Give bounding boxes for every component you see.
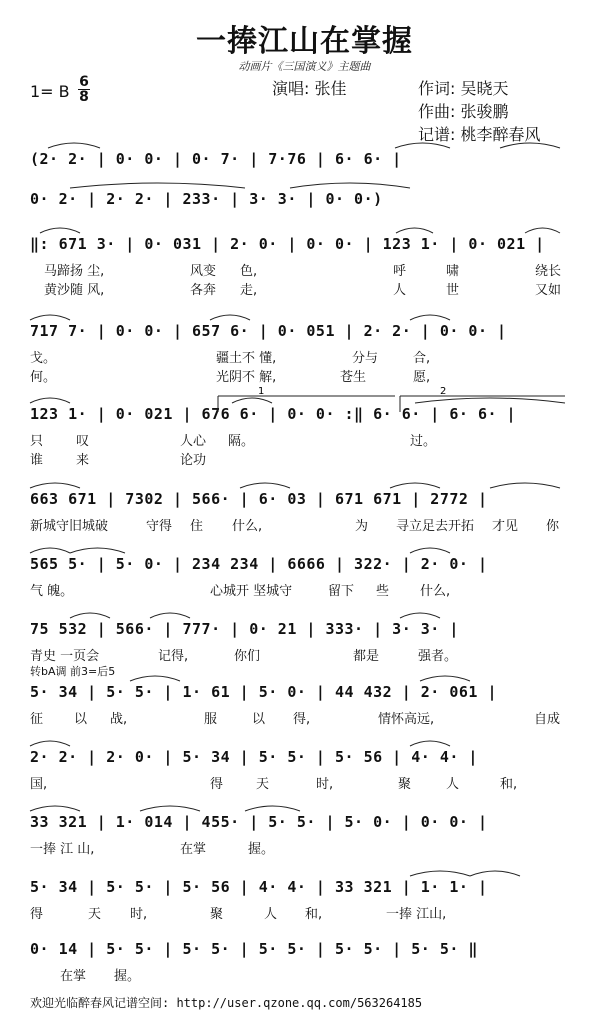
lyric-syllable: 风变 — [190, 264, 217, 279]
lyric-syllable: 你们 — [234, 649, 261, 664]
score-row-notes: 2· 2· | 2· 0· | 5· 34 | 5· 5· | 5· 56 | 4· 4· | — [30, 748, 478, 766]
lyric-syllable: 留下 — [328, 584, 355, 599]
lyric-syllable: 聚 — [398, 777, 412, 792]
slur-arc — [400, 613, 440, 618]
lyric-syllable: 和, — [500, 777, 518, 792]
slur-arc — [410, 548, 450, 553]
lyric-syllable: 你 — [546, 519, 560, 534]
slur-arc — [140, 806, 200, 811]
footer-link-text: 欢迎光临醉春风记谱空间: http://user.qzone.qq.com/563264185 — [30, 996, 423, 1010]
lyric-syllable: 聚 — [210, 907, 224, 922]
lyric-syllable: 光阴不 解, — [216, 370, 277, 385]
lyric-syllable: 马蹄扬 尘, — [44, 264, 105, 279]
lyric-syllable: 守得 — [146, 519, 173, 534]
lyric-syllable: 谁 — [30, 453, 44, 468]
volta-2-label: 2 — [440, 386, 447, 397]
score-row-notes: 565 5· | 5· 0· | 234 234 | 6666 | 322· | 2· 0· | — [30, 555, 488, 573]
lyric-syllable: 色, — [240, 264, 258, 279]
lyric-syllable: 呼 — [393, 264, 407, 279]
score-row-notes: (2· 2· | 0· 0· | 0· 7· | 7·76 | 6· 6· | — [30, 150, 402, 168]
lyric-syllable: 人 — [446, 777, 460, 792]
score-row-notes: 717 7· | 0· 0· | 657 6· | 0· 051 | 2· 2· | 0· 0· | — [30, 322, 507, 340]
slur-arc — [390, 483, 440, 488]
lyric-syllable: 什么, — [420, 584, 451, 599]
slur-arc — [48, 143, 100, 148]
lyric-syllable: 为 — [355, 519, 369, 534]
lyric-syllable: 论功 — [180, 453, 207, 468]
lyric-syllable: 新城守旧城破 — [30, 519, 109, 534]
score-row-notes: 0· 14 | 5· 5· | 5· 5· | 5· 5· | 5· 5· | 5· 5· ‖ — [30, 940, 478, 958]
volta-1-label: 1 — [258, 386, 265, 397]
lyric-syllable: 隔。 — [228, 434, 255, 449]
lyric-syllable: 国, — [30, 777, 48, 792]
lyric-syllable: 握。 — [114, 969, 141, 984]
lyric-syllable: 住 — [190, 519, 204, 534]
slur-arc — [410, 741, 450, 746]
lyric-syllable: 愿, — [413, 370, 431, 385]
lyric-syllable: 天 — [88, 907, 102, 922]
lyric-syllable: 青史 一页会 — [30, 649, 100, 664]
lyric-syllable: 在掌 — [60, 969, 87, 984]
lyric-syllable: 啸 — [446, 264, 460, 279]
lyric-syllable: 心城开 坚城守 — [210, 584, 293, 599]
lyric-syllable: 在掌 — [180, 842, 207, 857]
score-row-notes: 33 321 | 1· 014 | 455· | 5· 5· | 5· 0· | 0· 0· | — [30, 813, 488, 831]
slur-arc — [470, 871, 520, 876]
slur-arc — [150, 613, 190, 618]
lyric-syllable: 时, — [130, 907, 148, 922]
score-row-notes: ‖: 671 3· | 0· 031 | 2· 0· | 0· 0· | 123 1· | 0· 021 | — [30, 235, 545, 253]
slur-arc — [70, 548, 125, 553]
slur-arc — [30, 483, 80, 488]
lyricist-credit: 作词: 吴晓天 — [418, 79, 509, 98]
lyric-syllable: 戈。 — [30, 351, 57, 366]
song-subtitle: 动画片《三国演义》主题曲 — [238, 60, 371, 73]
lyric-syllable: 记得, — [158, 649, 189, 664]
slur-arc — [130, 676, 180, 681]
singer-credit: 演唱: 张佳 — [272, 79, 347, 98]
slur-arc — [232, 398, 272, 403]
slur-arc — [30, 806, 80, 811]
lyric-syllable: 些 — [376, 584, 390, 599]
lyric-syllable: 叹 — [76, 434, 90, 449]
lyric-syllable: 自成 — [534, 712, 561, 727]
lyric-syllable: 握。 — [248, 842, 275, 857]
transcriber-credit: 记谱: 桃李醉春风 — [418, 125, 541, 144]
lyric-syllable: 寻立足去开拓 — [396, 519, 475, 534]
composer-credit: 作曲: 张骏鹏 — [418, 102, 509, 121]
lyric-syllable: 强者。 — [418, 649, 458, 664]
lyric-syllable: 只 — [30, 434, 44, 449]
lyric-syllable: 服 — [204, 712, 218, 727]
slur-arc — [420, 676, 470, 681]
slur-arc — [70, 183, 245, 188]
score-row-notes: 0· 2· | 2· 2· | 233· | 3· 3· | 0· 0·) — [30, 190, 383, 208]
lyric-syllable: 战, — [110, 712, 128, 727]
lyric-syllable: 又如 — [535, 283, 562, 298]
lyric-syllable: 得, — [293, 712, 311, 727]
lyric-syllable: 人 — [264, 907, 278, 922]
lyric-syllable: 什么, — [232, 519, 263, 534]
time-signature — [78, 76, 90, 103]
lyric-syllable: 疆土不 懂, — [216, 351, 277, 366]
song-title: 一捧江山在掌握 — [196, 24, 413, 59]
slur-arc — [70, 613, 110, 618]
lyric-syllable: 才见 — [492, 519, 519, 534]
lyric-syllable: 合, — [413, 351, 431, 366]
lyric-syllable: 分与 — [352, 351, 379, 366]
lyric-syllable: 人心 — [180, 434, 207, 449]
slur-arc — [240, 483, 290, 488]
lyric-syllable: 时, — [316, 777, 334, 792]
slur-arc — [30, 315, 70, 320]
lyric-syllable: 一捧 江 山, — [30, 842, 95, 857]
slur-arc — [30, 548, 70, 553]
lyric-syllable: 都是 — [353, 649, 380, 664]
score-row-notes: 75 532 | 566· | 777· | 0· 21 | 333· | 3· 3· | — [30, 620, 459, 638]
slur-arc — [290, 183, 410, 188]
lyric-syllable: 天 — [256, 777, 270, 792]
lyric-syllable: 征 — [30, 712, 44, 727]
slur-arc — [410, 315, 450, 320]
lyric-syllable: 来 — [76, 453, 90, 468]
lyric-syllable: 和, — [305, 907, 323, 922]
time-signature-top: 6 — [79, 74, 89, 90]
slur-arc — [30, 398, 70, 403]
lyric-syllable: 情怀高远, — [378, 712, 435, 727]
lyric-syllable: 气 魄。 — [30, 584, 74, 599]
lyric-syllable: 黄沙随 风, — [44, 283, 105, 298]
lyric-syllable: 以 — [252, 712, 266, 727]
slur-arc — [415, 398, 565, 403]
lyric-syllable: 各奔 — [190, 283, 217, 298]
slur-arc — [40, 228, 80, 233]
score-row-notes: 663 671 | 7302 | 566· | 6· 03 | 671 671 | 2772 | — [30, 490, 488, 508]
lyric-syllable: 过。 — [410, 434, 437, 449]
lyric-syllable: 何。 — [30, 370, 57, 385]
score-row-notes: 5· 34 | 5· 5· | 5· 56 | 4· 4· | 33 321 | 1· 1· | — [30, 878, 488, 896]
slur-arc — [396, 228, 433, 233]
slur-arc — [210, 315, 250, 320]
slur-arc — [245, 806, 300, 811]
time-signature-bottom: 8 — [79, 89, 89, 105]
lyric-syllable: 以 — [74, 712, 88, 727]
slur-arc — [410, 871, 470, 876]
modulation-note: 转bA调 前3=后5 — [30, 665, 116, 678]
lyric-syllable: 绕长 — [535, 264, 562, 279]
lyric-syllable: 苍生 — [340, 370, 367, 385]
lyric-syllable: 一捧 江山, — [386, 907, 447, 922]
slur-arc — [30, 741, 70, 746]
key-signature: 1= B — [30, 82, 70, 101]
lyric-syllable: 得 — [210, 777, 224, 792]
score-row-notes: 123 1· | 0· 021 | 676 6· | 0· 0· :‖ 6· 6· | 6· 6· | — [30, 405, 517, 423]
score-row-notes: 5· 34 | 5· 5· | 1· 61 | 5· 0· | 44 432 | 2· 061 | — [30, 683, 498, 701]
lyric-syllable: 得 — [30, 907, 44, 922]
slur-arc — [525, 228, 560, 233]
lyric-syllable: 人 — [393, 283, 407, 298]
lyric-syllable: 世 — [446, 283, 460, 298]
slur-arc — [490, 483, 560, 488]
lyric-syllable: 走, — [240, 283, 258, 298]
